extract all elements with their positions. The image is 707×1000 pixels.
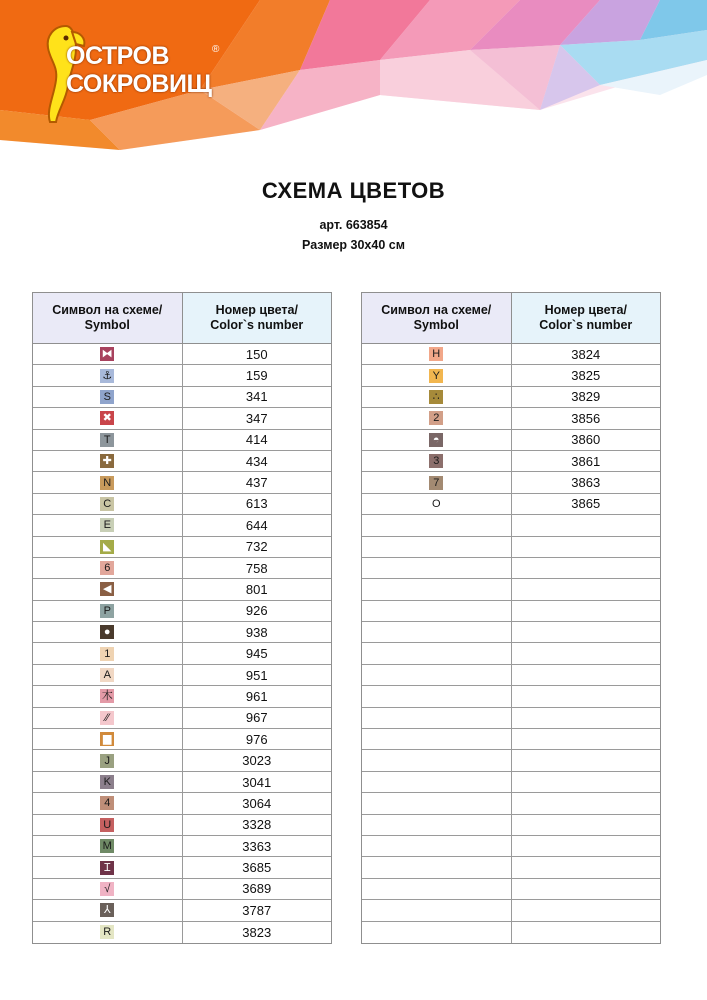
color-swatch-icon: K (100, 775, 114, 789)
color-number-cell: 951 (245, 667, 268, 683)
color-number-cell (512, 665, 661, 685)
symbol-cell (33, 622, 183, 642)
color-number-cell: 613 (245, 496, 268, 512)
table-row (362, 515, 660, 536)
color-swatch-icon: ⚓ (100, 369, 114, 383)
color-number-cell: 3023 (242, 753, 272, 769)
color-number-cell (512, 579, 661, 599)
color-number-cell (512, 772, 661, 792)
header-banner (0, 0, 707, 160)
table-row (362, 622, 660, 643)
table-row (362, 643, 660, 664)
symbol-cell (33, 857, 183, 877)
color-number-cell: 437 (245, 475, 268, 491)
color-number-cell: 3824 (571, 346, 601, 362)
symbol-cell (362, 815, 512, 835)
color-swatch-icon: O (429, 497, 443, 511)
symbol-cell (362, 601, 512, 621)
symbol-cell (362, 772, 512, 792)
color-swatch-icon: U (100, 818, 114, 832)
symbol-cell (33, 537, 183, 557)
table-row (33, 900, 331, 921)
color-number-cell (512, 793, 661, 813)
symbol-cell (362, 365, 512, 385)
table-row (362, 344, 660, 365)
symbol-cell (33, 408, 183, 428)
color-swatch-icon: 3 (429, 454, 443, 468)
table-row (33, 857, 331, 878)
symbol-cell (362, 793, 512, 813)
table-row (33, 686, 331, 707)
table-row (33, 750, 331, 771)
color-swatch-icon: ● (100, 625, 114, 639)
symbol-cell (362, 515, 512, 535)
symbol-cell (362, 686, 512, 706)
table-row (33, 472, 331, 493)
table-row (33, 579, 331, 600)
symbol-cell (362, 387, 512, 407)
table-row (33, 922, 331, 943)
table-row (33, 558, 331, 579)
color-number-cell (512, 815, 661, 835)
color-swatch-icon: ⅄ (100, 903, 114, 917)
color-number-cell: 3041 (242, 774, 272, 790)
symbol-cell (33, 579, 183, 599)
table-row (362, 387, 660, 408)
symbol-cell (362, 494, 512, 514)
color-swatch-icon: ⧓ (101, 348, 113, 361)
color-number-cell: 945 (245, 646, 268, 662)
table-row (33, 815, 331, 836)
symbol-cell (33, 836, 183, 856)
color-swatch-icon: ▆ (100, 732, 114, 746)
table-row (33, 387, 331, 408)
table-row (362, 750, 660, 771)
color-swatch-icon: ◓ (429, 433, 443, 447)
color-number-cell (512, 537, 661, 557)
color-swatch-icon: ∴ (429, 390, 443, 404)
color-number-cell (512, 857, 661, 877)
color-number-cell: 3328 (242, 817, 272, 833)
color-number-cell: 150 (245, 346, 268, 362)
table-row (33, 643, 331, 664)
symbol-cell (33, 900, 183, 920)
color-number-cell (512, 836, 661, 856)
table-header (362, 293, 660, 344)
color-swatch-icon: N (100, 476, 114, 490)
color-swatch-icon: A (100, 668, 114, 682)
symbol-cell (362, 537, 512, 557)
symbol-cell (33, 365, 183, 385)
color-number-cell: 3861 (571, 453, 601, 469)
table-row (33, 494, 331, 515)
color-swatch-icon: Y (429, 369, 443, 383)
table-row (33, 365, 331, 386)
color-number-cell: 3863 (571, 475, 601, 491)
color-number-cell (512, 686, 661, 706)
color-number-cell (512, 515, 661, 535)
symbol-cell (33, 472, 183, 492)
page-title: СХЕМА ЦВЕТОВ (261, 178, 446, 203)
color-swatch-icon: T (100, 433, 114, 447)
symbol-cell (33, 686, 183, 706)
color-number-cell: 976 (245, 731, 268, 747)
symbol-cell (33, 793, 183, 813)
symbol-cell (33, 601, 183, 621)
symbol-cell (362, 344, 512, 364)
canvas-size: Размер 30х40 см (302, 238, 405, 252)
symbol-cell (362, 750, 512, 770)
table-row (362, 601, 660, 622)
symbol-cell (362, 643, 512, 663)
table-row (33, 515, 331, 536)
table-row (33, 622, 331, 643)
article-number: арт. 663854 (319, 218, 388, 232)
header-number: Номер цвета/ Color`s number (512, 293, 661, 343)
symbol-cell (33, 558, 183, 578)
table-row (362, 365, 660, 386)
table-row (362, 494, 660, 515)
color-swatch-icon: ◣ (100, 540, 114, 554)
symbol-cell (33, 643, 183, 663)
symbol-cell (362, 558, 512, 578)
symbol-cell (33, 430, 183, 450)
symbol-cell (33, 344, 183, 364)
table-row (362, 430, 660, 451)
symbol-cell (33, 879, 183, 899)
table-row (362, 408, 660, 429)
color-table-left (32, 292, 332, 944)
table-row (362, 472, 660, 493)
color-swatch-icon: J (100, 754, 114, 768)
symbol-cell (362, 836, 512, 856)
symbol-cell (362, 408, 512, 428)
table-row (362, 579, 660, 600)
color-number-cell: 3865 (571, 496, 601, 512)
symbol-cell (362, 729, 512, 749)
table-row (362, 665, 660, 686)
table-row (362, 900, 660, 921)
table-row (33, 879, 331, 900)
symbol-cell (362, 472, 512, 492)
table-header (33, 293, 331, 344)
table-row (362, 922, 660, 943)
color-number-cell (512, 729, 661, 749)
table-row (362, 729, 660, 750)
color-number-cell (512, 643, 661, 663)
color-table-right (361, 292, 661, 944)
color-number-cell: 434 (245, 453, 268, 469)
color-swatch-icon: R (100, 925, 114, 939)
table-row (33, 729, 331, 750)
table-row (362, 857, 660, 878)
color-number-cell: 159 (245, 368, 268, 384)
brand-logo (36, 18, 226, 128)
table-row (362, 537, 660, 558)
color-swatch-icon: C (100, 497, 114, 511)
symbol-cell (33, 729, 183, 749)
header-number: Номер цвета/ Color`s number (183, 293, 332, 343)
color-number-cell: 967 (245, 710, 268, 726)
table-row (33, 537, 331, 558)
table-row (33, 430, 331, 451)
color-number-cell: 3860 (571, 432, 601, 448)
symbol-cell (362, 922, 512, 943)
registered-mark: ® (212, 44, 220, 55)
color-swatch-icon: M (100, 839, 114, 853)
color-swatch-icon: 7 (429, 476, 443, 490)
symbol-cell (362, 451, 512, 471)
table-row (33, 665, 331, 686)
table-row (362, 772, 660, 793)
symbol-cell (362, 708, 512, 728)
color-swatch-icon: Ɪ (100, 861, 114, 875)
color-swatch-icon: √ (100, 882, 114, 896)
symbol-cell (362, 857, 512, 877)
table-row (33, 344, 331, 365)
table-row (362, 686, 660, 707)
color-number-cell (512, 879, 661, 899)
color-number-cell: 3685 (242, 860, 272, 876)
color-number-cell: 3829 (571, 389, 601, 405)
symbol-cell (33, 772, 183, 792)
color-number-cell (512, 601, 661, 621)
header-symbol: Символ на схеме/ Symbol (33, 293, 183, 343)
color-number-cell: 3064 (242, 795, 272, 811)
table-row (33, 408, 331, 429)
symbol-cell (362, 579, 512, 599)
table-body (362, 344, 660, 943)
color-number-cell: 961 (245, 688, 268, 704)
symbol-cell (33, 451, 183, 471)
symbol-cell (362, 622, 512, 642)
symbol-cell (33, 387, 183, 407)
header-symbol: Символ на схеме/ Symbol (362, 293, 512, 343)
color-swatch-icon: 1 (100, 647, 114, 661)
brand-name-line2: СОКРОВИЩ (66, 70, 212, 98)
symbol-cell (33, 750, 183, 770)
table-row (362, 558, 660, 579)
table-row (33, 772, 331, 793)
table-row (33, 451, 331, 472)
color-number-cell (512, 558, 661, 578)
table-body (33, 344, 331, 943)
symbol-cell (362, 900, 512, 920)
color-swatch-icon: ⁄⁄ (100, 711, 114, 725)
color-swatch-icon: ◀ (100, 582, 114, 596)
symbol-cell (33, 665, 183, 685)
color-number-cell (512, 708, 661, 728)
symbol-cell (362, 879, 512, 899)
color-number-cell: 644 (245, 517, 268, 533)
brand-name-line1: ОСТРОВ (66, 42, 169, 70)
color-number-cell: 3363 (242, 838, 272, 854)
table-row (362, 793, 660, 814)
color-swatch-icon: 2 (429, 411, 443, 425)
color-swatch-icon: ✚ (100, 454, 114, 468)
color-number-cell: 3787 (242, 902, 272, 918)
color-number-cell: 801 (245, 581, 268, 597)
table-row (362, 815, 660, 836)
symbol-cell (33, 515, 183, 535)
color-swatch-icon: H (429, 347, 443, 361)
color-number-cell: 758 (245, 560, 268, 576)
color-swatch-icon: E (100, 518, 114, 532)
color-number-cell: 3823 (242, 924, 272, 940)
color-number-cell: 3689 (242, 881, 272, 897)
table-row (33, 708, 331, 729)
color-number-cell: 341 (245, 389, 268, 405)
color-swatch-icon: P (100, 604, 114, 618)
color-number-cell: 347 (245, 410, 268, 426)
symbol-cell (33, 815, 183, 835)
color-swatch-icon: 6 (100, 561, 114, 575)
symbol-cell (33, 494, 183, 514)
color-swatch-icon: S (100, 390, 114, 404)
color-number-cell: 3825 (571, 368, 601, 384)
table-row (362, 451, 660, 472)
symbol-cell (33, 708, 183, 728)
table-row (362, 836, 660, 857)
color-number-cell: 414 (245, 432, 268, 448)
symbol-cell (362, 665, 512, 685)
table-row (362, 708, 660, 729)
color-number-cell (512, 622, 661, 642)
color-number-cell (512, 900, 661, 920)
color-swatch-icon: 4 (100, 796, 114, 810)
color-number-cell (512, 922, 661, 943)
color-swatch-icon: ✖ (100, 411, 114, 425)
color-swatch-icon: 木 (101, 690, 113, 703)
table-row (33, 601, 331, 622)
table-row (362, 879, 660, 900)
symbol-cell (33, 922, 183, 943)
color-number-cell: 926 (245, 603, 268, 619)
color-number-cell: 3856 (571, 410, 601, 426)
table-row (33, 836, 331, 857)
symbol-cell (362, 430, 512, 450)
color-number-cell: 938 (245, 624, 268, 640)
color-number-cell: 732 (245, 539, 268, 555)
color-number-cell (512, 750, 661, 770)
table-row (33, 793, 331, 814)
